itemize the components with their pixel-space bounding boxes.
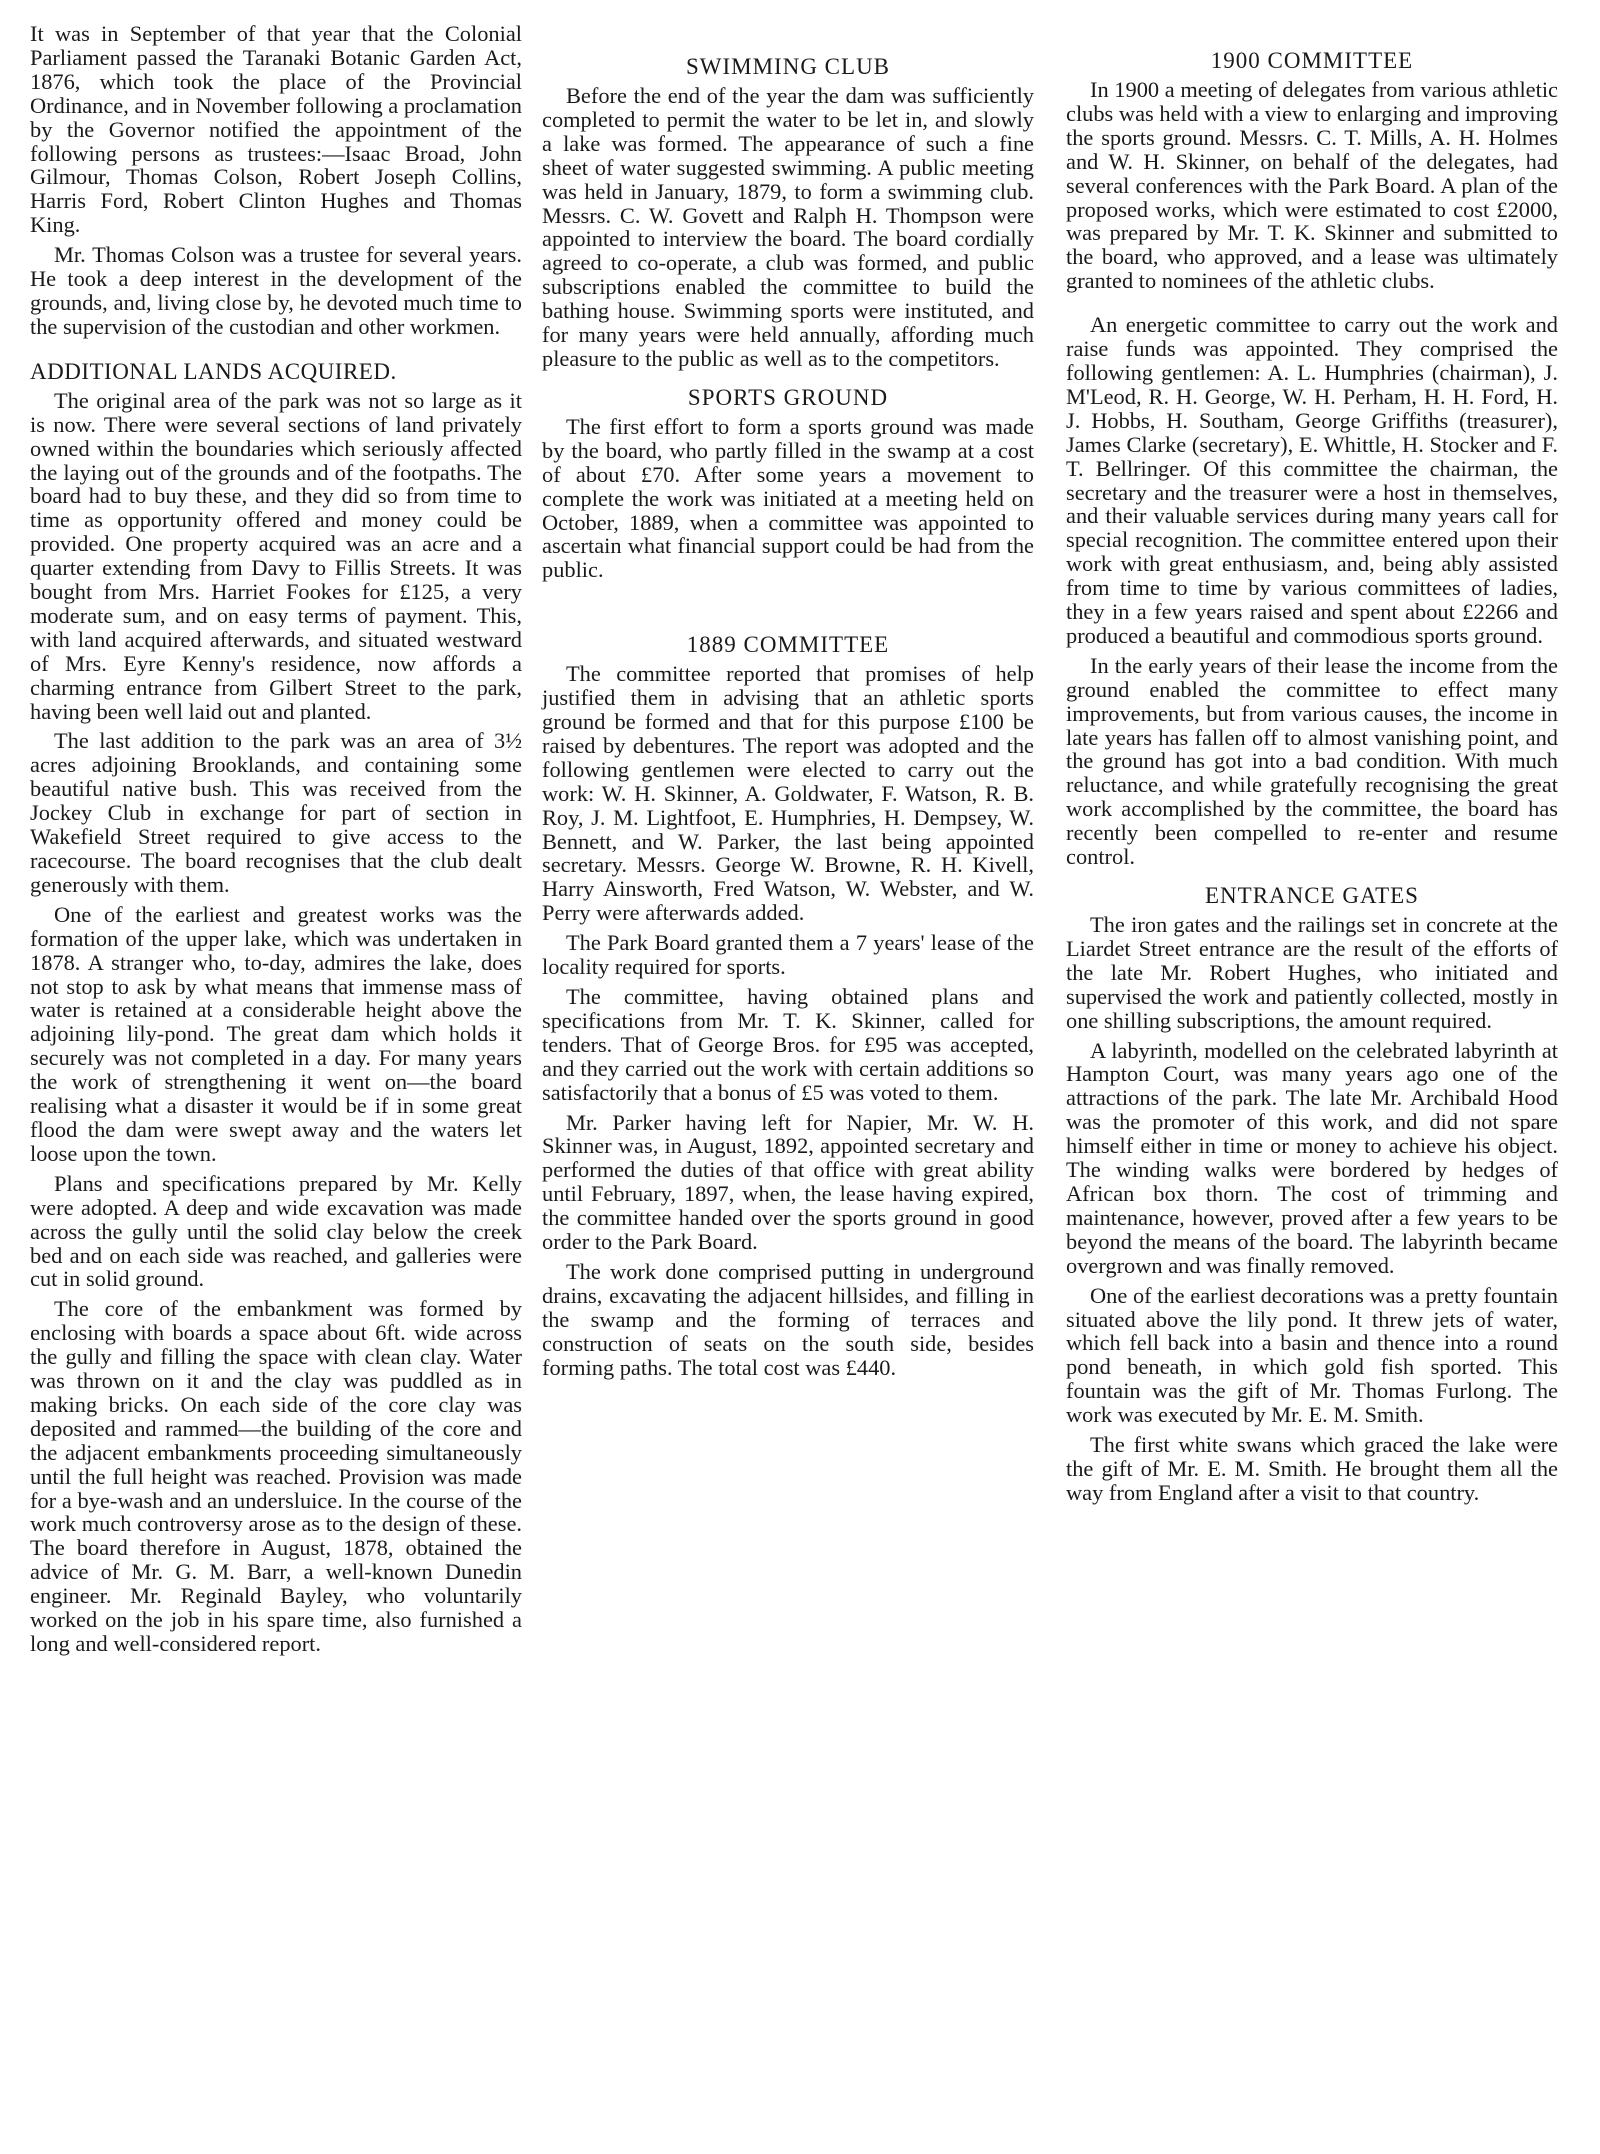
paragraph: One of the earliest and greatest works was the formation of the upper lake, which was undertaken in 1878. A stranger who, to-day, admires the lake, does not stop to ask by what means that immense mass of water is retained at a considerable height above the adjoining lily-pond. The great dam which holds it securely was not completed in a day. For many years the work of strengthening it went on—the board realising what a disaster it would be if in some great flood the dam were swept away and the waters let loose upon the town. bbox=[30, 901, 522, 1166]
paragraph: Before the end of the year the dam was sufficiently completed to permit the water to be let in, and slowly a lake was formed. The appearance of such a fine sheet of water suggested swimming. A public meeting was held in January, 1879, to form a swimming club. Messrs. C. W. Govett and Ralph H. Thompson were appointed to interview the board. The board cordially agreed to co-operate, a club was formed, and public subscriptions enabled the committee to build the bathing house. Swimming sports were instituted, and for many years were held annually, affording much pleasure to the public as well as to the competitors. bbox=[542, 83, 1034, 371]
paragraph: The first effort to form a sports ground was made by the board, who partly filled in the swamp at a cost of about £70. After some years a movement to complete the work was initiated at a meeting held on October, 1889, when a committee was appointed to ascertain what financial support could be had from the public. bbox=[542, 413, 1034, 583]
paragraph: The committee reported that promises of help justified them in advising that an athletic sports ground be formed and that for this purpose £100 be raised by debentures. The report was adopted and the following gentlemen were elected to carry out the work: W. H. Skinner, A. Goldwater, F. Watson, R. B. Roy, J. M. Lightfoot, E. Humphries, H. Dempsey, W. Bennett, and W. Parker, the last being appointed secretary. Messrs. George W. Browne, R. H. Kivell, Harry Ainsworth, Fred Watson, W. Webster, and W. Perry were afterwards added. bbox=[542, 661, 1034, 926]
paragraph: The work done comprised putting in underground drains, excavating the adjacent hillsides, and filling in the swamp and the forming of terraces and construction of seats on the south side, besides forming paths. The total cost was £440. bbox=[542, 1258, 1034, 1380]
paragraph: A labyrinth, modelled on the celebrated labyrinth at Hampton Court, was many years ago one of the attractions of the park. The late Mr. Archibald Hood was the promoter of this work, and did not spare himself either in time or money to achieve his object. The winding walks were bordered by hedges of African box thorn. The cost of trimming and maintenance, however, proved after a few years to be beyond the means of the board. The labyrinth became overgrown and was finally removed. bbox=[1066, 1037, 1558, 1278]
column-2 bbox=[542, 22, 1034, 1386]
column-1 bbox=[30, 22, 522, 1662]
section-heading: ADDITIONAL LANDS ACQUIRED. bbox=[30, 358, 397, 384]
paragraph: The original area of the park was not so large as it is now. There were several sections of land privately owned within the boundaries which seriously affected the laying out of the grounds and of the footpaths. The board had to buy these, and they did so from time to time as opportunity offered and money could be provided. One property acquired was an acre and a quarter extending from Davy to Fillis Streets. It was bought from Mrs. Harriet Fookes for £125, a very moderate sum, and on easy terms of payment. This, with land acquired afterwards, and situated westward of Mrs. Eyre Kenny's residence, now affords a charming entrance from Gilbert Street to the park, having been well laid out and planted. bbox=[30, 387, 522, 724]
section-heading: 1889 COMMITTEE bbox=[686, 632, 890, 658]
paragraph: The last addition to the park was an area of 3½ acres adjoining Brooklands, and containing some beautiful native bush. This was received from the Jockey Club in exchange for part of section in Wakefield Street required to give access to the racecourse. The board recognises that the club dealt generously with them. bbox=[30, 728, 522, 897]
section-heading: ENTRANCE GATES bbox=[1205, 883, 1419, 908]
paragraph: In 1900 a meeting of delegates from various athletic clubs was held with a view to enlarging and improving the sports ground. Messrs. C. T. Mills, A. H. Holmes and W. H. Skinner, on behalf of the delegates, had several conferences with the Park Board. A plan of the proposed works, which were estimated to cost £2000, was prepared by Mr. T. K. Skinner and submitted to the board, who approved, and a lease was ultimately granted to nominees of the athletic clubs. bbox=[1066, 77, 1558, 294]
paragraph: One of the earliest decorations was a pretty fountain situated above the lily pond. It threw jets of water, which fell back into a basin and thence into a round pond beneath, in which gold fish sported. This fountain was the gift of Mr. Thomas Furlong. The work was executed by Mr. E. M. Smith. bbox=[1066, 1282, 1558, 1428]
paragraph: The Park Board granted them a 7 years' lease of the locality required for sports. bbox=[542, 930, 1034, 980]
section-heading: 1900 COMMITTEE bbox=[1210, 48, 1414, 73]
section-heading: SPORTS GROUND bbox=[687, 384, 889, 410]
paragraph: Mr. Thomas Colson was a trustee for several years. He took a deep interest in the development of the grounds, and, living close by, he devoted much time to the supervision of the custodian and other workmen. bbox=[30, 242, 522, 339]
paragraph: The iron gates and the railings set in concrete at the Liardet Street entrance are the result of the efforts of the late Mr. Robert Hughes, who initiated and supervised the work and patiently collected, mostly in one shilling subscriptions, the amount required. bbox=[1066, 912, 1558, 1033]
paragraph: The committee, having obtained plans and specifications from Mr. T. K. Skinner, called for tenders. That of George Bros. for £95 was accepted, and they carried out the work with certain additions so satisfactorily that a bonus of £5 was voted to them. bbox=[542, 984, 1034, 1105]
section-heading: SWIMMING CLUB bbox=[685, 54, 891, 79]
paragraph: The core of the embankment was formed by enclosing with boards a space about 6ft. wide across the gully and filling the space with clean clay. Water was thrown on it and the clay was puddled as in making bricks. On each side of the core clay was deposited and rammed—the building of the core and the adjacent embankments proceeding simultaneously until the full height was reached. Provision was made for a bye-wash and an undersluice. In the course of the work much controversy arose as to the design of these. The board therefore in August, 1878, obtained the advice of Mr. G. M. Barr, a well-known Dunedin engineer. Mr. Reginald Bayley, who voluntarily worked on the job in his spare time, also furnished a long and well-considered report. bbox=[30, 1296, 522, 1656]
paragraph: It was in September of that year that the Colonial Parliament passed the Taranaki Botanic Garden Act, 1876, which took the place of the Provincial Ordinance, and in November following a proclamation by the Governor notified the appointment of the following persons as trustees:—Isaac Broad, John Gilmour, Thomas Colson, Robert Joseph Collins, Harris Ford, Robert Clinton Hughes and Thomas King. bbox=[30, 21, 522, 238]
paragraph: Mr. Parker having left for Napier, Mr. W. H. Skinner was, in August, 1892, appointed secretary and performed the duties of that office with great ability until February, 1897, when, the lease having expired, the committee handed over the sports ground in good order to the Park Board. bbox=[542, 1109, 1034, 1255]
spacer bbox=[1066, 299, 1558, 313]
paragraph: In the early years of their lease the income from the ground enabled the committee to effect many improvements, but from various causes, the income in late years has fallen off to almost vanishing point, and the ground has got into a bad condition. With much reluctance, and while gratefully recognising the great work accomplished by the committee, the board has recently been compelled to re-enter and resume control. bbox=[1066, 652, 1558, 870]
column-3 bbox=[1066, 22, 1558, 1511]
paragraph: An energetic committee to carry out the work and raise funds was appointed. They comprised the following gentlemen: A. L. Humphries (chairman), J. M'Leod, R. H. George, W. H. Perham, H. H. Ford, H. J. Hobbs, H. Southam, George Griffiths (treasurer), James Clarke (secretary), E. Whittle, H. Stocker and F. T. Bellringer. Of this committee the chairman, the secretary and the treasurer were a host in themselves, and their valuable services during many years call for special recognition. The committee entered upon their work with great enthusiasm, and, being ably assisted from time to time by various committees of ladies, they in a few years raised and spent about £2266 and produced a beautiful and commodious sports ground. bbox=[1066, 312, 1558, 648]
paragraph: Plans and specifications prepared by Mr. Kelly were adopted. A deep and wide excavation was made across the gully until the solid clay below the creek bed and on each side was reached, and galleries were cut in solid ground. bbox=[30, 1170, 522, 1292]
paragraph: The first white swans which graced the lake were the gift of Mr. E. M. Smith. He brought them all the way from England after a visit to that country. bbox=[1066, 1432, 1558, 1505]
